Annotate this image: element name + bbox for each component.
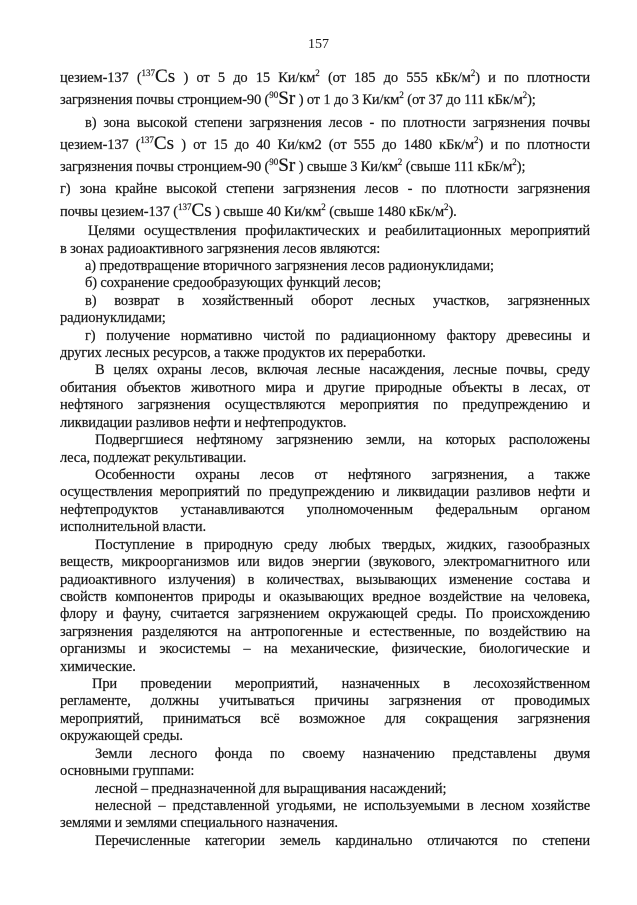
text-line xyxy=(60,624,590,641)
chemical-symbol: Cs xyxy=(153,133,175,154)
text-segment: веществ, микроорганизмов или видов энергии (звукового, электромагнитного или xyxy=(60,554,590,571)
text-line xyxy=(60,415,590,432)
text-segment: ) и по плотности xyxy=(475,70,590,86)
text-segment: Поступление в природную среду любых твердых, жидких, газообразных xyxy=(95,536,590,553)
chemical-symbol: Sr xyxy=(278,156,296,177)
text-segment: ликвидации разливов нефти и нефтепродуктов. xyxy=(60,414,347,431)
text-segment: (свыше 1480 кБк/м xyxy=(325,203,444,220)
text-segment: обитания объектов животного мира и другие природные объекты в лесах, от xyxy=(60,379,590,396)
superscript: 2 xyxy=(522,90,528,101)
text-segment: осуществления мероприятий по предупреждению и ликвидации разливов нефти и xyxy=(60,484,590,501)
text-segment: Целями осуществления профилактических и реабилитационных мероприятий xyxy=(88,223,590,240)
text-line xyxy=(60,641,590,658)
text-segment: ) от 5 до 15 Ки/км xyxy=(175,70,316,86)
text-segment: Земли лесного фонда по своему назначению представлены двумя xyxy=(95,745,590,762)
text-segment: нелесной – представленной угодьями, не используемыми в лесном хозяйстве xyxy=(95,798,590,814)
text-line xyxy=(60,781,590,798)
text-segment: (от 185 до 555 кБк/м xyxy=(319,70,471,86)
text-segment: лесной – предназначенной для выращивания насаждений; xyxy=(95,780,447,797)
text-line xyxy=(60,328,590,345)
text-segment: ) от 15 до 40 Ки/км2 (от 555 до 1480 кБк/м xyxy=(174,136,475,153)
text-line xyxy=(60,450,590,467)
text-line xyxy=(60,201,590,223)
text-line xyxy=(60,606,590,623)
text-segment: загрязнения почвы стронцием-90 ( xyxy=(60,92,270,109)
text-line xyxy=(60,156,590,178)
text-segment: ) свыше 3 Ки/км xyxy=(295,159,398,176)
text-segment: химические. xyxy=(60,658,136,675)
text-segment: флору и фауну, считается загрязнением окружающей среды. По происхождению xyxy=(60,606,590,623)
paragraph xyxy=(60,467,590,537)
text-segment: в зонах радиоактивного загрязнения лесов являются: xyxy=(60,240,381,257)
text-line xyxy=(60,484,590,501)
text-line xyxy=(60,519,590,536)
paragraph xyxy=(60,432,590,467)
text-segment: радионуклидами; xyxy=(60,310,166,327)
text-segment: ) и по плотности xyxy=(478,136,590,153)
text-line xyxy=(60,134,590,156)
text-segment: в) зона высокой степени загрязнения лесов - по плотности загрязнения почвы xyxy=(85,114,590,131)
text-line xyxy=(60,502,590,519)
text-line xyxy=(60,362,590,379)
paragraph xyxy=(60,537,590,676)
paragraph xyxy=(60,293,590,328)
text-line xyxy=(60,537,590,554)
superscript: 2 xyxy=(443,201,449,212)
text-segment: ) от 1 до 3 Ки/км xyxy=(295,92,400,109)
text-segment: б) сохранение средообразующих функций лесов; xyxy=(85,275,382,292)
text-segment: землями и землями специального назначения. xyxy=(60,815,338,832)
text-line xyxy=(60,258,590,275)
text-line xyxy=(60,467,590,484)
text-line xyxy=(60,554,590,571)
superscript: 2 xyxy=(512,157,517,168)
paragraph xyxy=(60,798,590,833)
paragraph xyxy=(60,223,590,258)
chemical-symbol: Sr xyxy=(278,89,296,110)
superscript: 90 xyxy=(269,90,279,101)
paragraph xyxy=(60,676,590,746)
text-line xyxy=(60,67,590,89)
text-segment: ); xyxy=(527,92,536,109)
paragraph xyxy=(60,275,590,292)
text-segment: ) свыше 40 Ки/км xyxy=(211,203,322,220)
text-line xyxy=(60,178,590,200)
text-segment: леса, подлежат рекультивации. xyxy=(60,449,247,466)
text-line xyxy=(60,589,590,606)
superscript: 2 xyxy=(315,68,320,79)
paragraph xyxy=(60,67,590,112)
text-line xyxy=(60,380,590,397)
text-line xyxy=(60,293,590,310)
text-segment: нефтяного загрязнения осуществляются мероприятия по предупреждению и xyxy=(60,397,590,414)
superscript: 137 xyxy=(140,135,154,146)
text-segment: При проведении мероприятий, назначенных в лесохозяйственном xyxy=(92,676,590,693)
body-text xyxy=(60,67,590,850)
text-line xyxy=(60,89,590,111)
text-line xyxy=(60,676,590,693)
paragraph xyxy=(60,112,590,179)
text-segment: (от 37 до 111 кБк/м xyxy=(403,92,523,109)
text-segment: почвы цезием-137 ( xyxy=(60,203,178,220)
text-segment: свойств компонентов природы и оказывающих вредное воздействие на человека, xyxy=(60,588,590,605)
paragraph xyxy=(60,781,590,798)
text-line xyxy=(60,223,590,240)
text-segment: В целях охраны лесов, включая лесные насаждения, лесные почвы, среду xyxy=(95,362,590,379)
paragraph xyxy=(60,362,590,432)
text-line xyxy=(60,397,590,414)
text-segment: г) получение нормативно чистой по радиационному фактору древесины и xyxy=(85,327,590,344)
text-segment: радиоактивного излучения) в количествах, вызывающих изменение состава и xyxy=(60,571,590,588)
superscript: 2 xyxy=(474,135,479,146)
page-number: 157 xyxy=(308,37,329,52)
text-segment: г) зона крайне высокой степени загрязнения лесов - по плотности загрязнения xyxy=(60,181,590,198)
paragraph xyxy=(60,178,590,223)
superscript: 2 xyxy=(399,90,404,101)
text-line xyxy=(60,310,590,327)
text-line xyxy=(60,432,590,449)
text-segment: ). xyxy=(448,203,457,220)
paragraph xyxy=(60,258,590,275)
text-segment: исполнительной власти. xyxy=(60,519,206,536)
text-segment: загрязнения разделяются на антропогенные и естественные, по воздействию на xyxy=(60,623,590,640)
text-segment: Перечисленные категории земель кардинально отличаются по степени xyxy=(95,832,590,849)
text-line xyxy=(60,763,590,780)
text-line xyxy=(60,241,590,258)
paragraph xyxy=(60,746,590,781)
superscript: 137 xyxy=(141,68,155,79)
text-line xyxy=(60,345,590,362)
text-segment: цезием-137 ( xyxy=(60,136,141,153)
text-segment: в) возврат в хозяйственный оборот лесных участков, загрязненных xyxy=(85,292,590,309)
text-line xyxy=(60,746,590,763)
text-segment: ); xyxy=(516,159,526,176)
text-line xyxy=(60,275,590,292)
text-line xyxy=(60,833,590,850)
text-line xyxy=(60,798,590,815)
text-segment: других лесных ресурсов, а также продуктов их переработки. xyxy=(60,345,426,362)
text-line xyxy=(60,659,590,676)
text-line xyxy=(60,112,590,134)
superscript: 2 xyxy=(321,201,326,212)
text-segment: Особенности охраны лесов от нефтяного загрязнения, а также xyxy=(95,466,590,483)
paragraph xyxy=(60,328,590,363)
text-line xyxy=(60,815,590,832)
paragraph xyxy=(60,833,590,850)
superscript: 137 xyxy=(177,201,192,212)
text-segment: регламенте, должны учитываться причины загрязнения от проводимых xyxy=(60,693,590,710)
text-segment: мероприятий, приниматься всё возможное для сокращения загрязнения xyxy=(60,710,590,727)
chemical-symbol: Cs xyxy=(191,200,212,221)
superscript: 2 xyxy=(397,157,403,168)
text-segment: Подвергшиеся нефтяному загрязнению земли, на которых расположены xyxy=(95,432,590,449)
superscript: 90 xyxy=(269,157,279,168)
text-line xyxy=(60,711,590,728)
text-segment: основными группами: xyxy=(60,763,195,780)
chemical-symbol: Cs xyxy=(155,67,176,87)
text-segment: цезием-137 ( xyxy=(60,70,142,86)
text-line xyxy=(60,572,590,589)
text-segment: окружающей среды. xyxy=(60,728,183,745)
text-line xyxy=(60,693,590,710)
text-segment: (свыше 111 кБк/м xyxy=(402,159,513,176)
text-segment: а) предотвращение вторичного загрязнения лесов радионуклидами; xyxy=(85,257,494,274)
superscript: 2 xyxy=(470,68,476,79)
text-segment: загрязнения почвы стронцием-90 ( xyxy=(60,159,270,176)
text-segment: организмы и экосистемы – на механические, физические, биологические и xyxy=(60,641,590,658)
text-segment: нефтепродуктов устанавливаются уполномоченным федеральным органом xyxy=(60,501,590,518)
text-line xyxy=(60,728,590,745)
